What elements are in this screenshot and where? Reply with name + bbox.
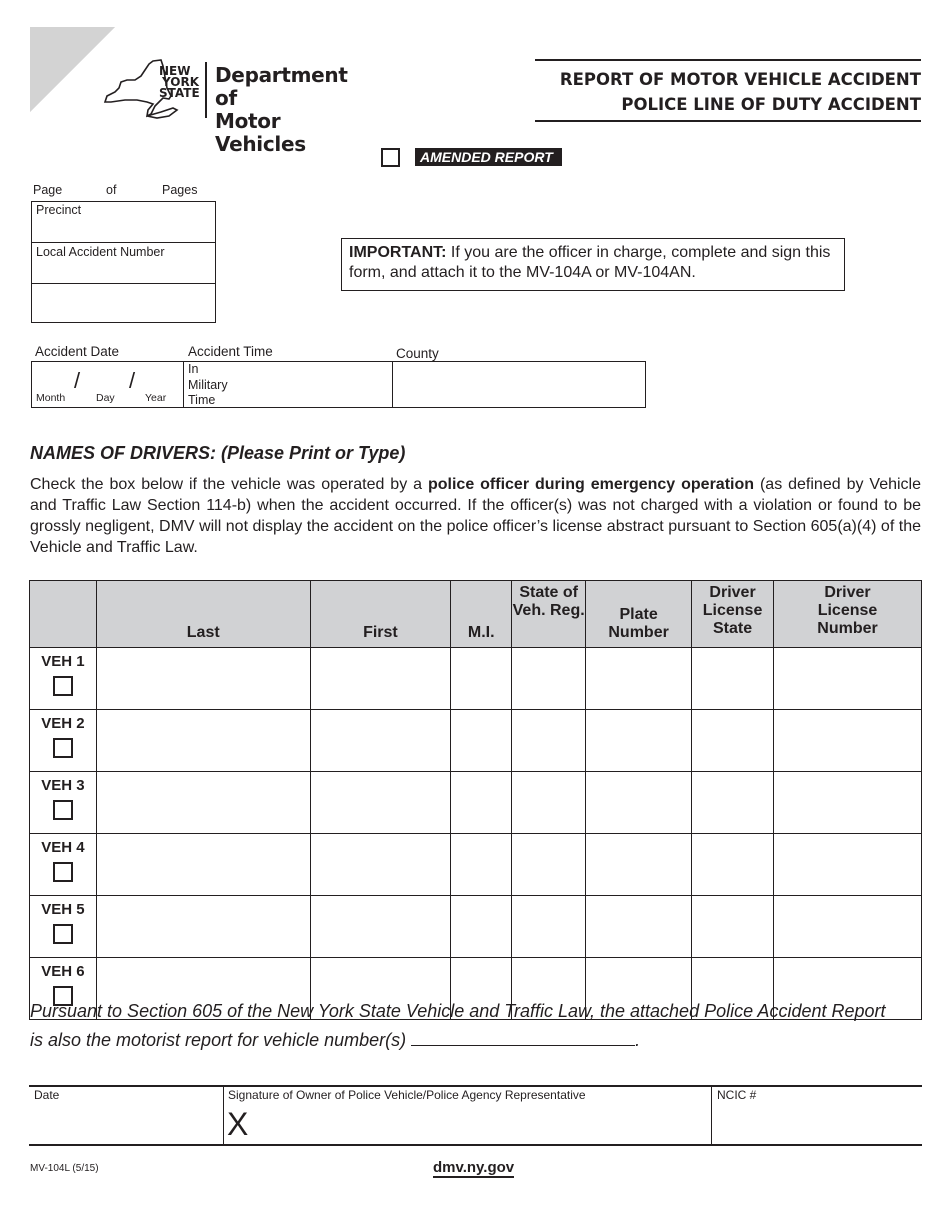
title-line-1: REPORT OF MOTOR VEHICLE ACCIDENT [559, 70, 921, 89]
amended-report-label: AMENDED REPORT [415, 148, 562, 166]
precinct-field[interactable] [33, 218, 213, 240]
brand-divider [205, 62, 207, 118]
website-link[interactable]: dmv.ny.gov [433, 1159, 515, 1176]
plate-number-cell[interactable] [586, 896, 692, 958]
brand-dept-line: Department of [215, 63, 348, 110]
middle-initial-cell[interactable] [451, 896, 512, 958]
divider [711, 1087, 712, 1144]
report-title [535, 59, 921, 122]
vehicle-label: VEH 3 [41, 777, 85, 794]
emergency-operation-checkbox[interactable] [53, 800, 73, 820]
table-row [30, 834, 922, 896]
date-separator: / [74, 368, 81, 393]
emergency-operation-checkbox[interactable] [53, 862, 73, 882]
state-of-reg-cell[interactable] [512, 834, 586, 896]
middle-initial-cell[interactable] [451, 710, 512, 772]
state-of-reg-cell[interactable] [512, 896, 586, 958]
month-label: Month [36, 392, 66, 404]
middle-initial-cell[interactable] [451, 834, 512, 896]
vehicle-cell [30, 772, 97, 834]
pursuant-line-2-text: is also the motorist report for vehicle number(s) [30, 1030, 407, 1050]
time-hint-line: Military [188, 377, 228, 392]
divider [392, 362, 393, 407]
last-name-cell[interactable] [96, 896, 310, 958]
pursuant-line-2 [30, 1026, 930, 1055]
middle-initial-cell[interactable] [451, 648, 512, 710]
form-id: MV-104L (5/15) [30, 1163, 99, 1174]
column-header: Driver License Number [774, 581, 922, 648]
plate-number-cell[interactable] [586, 834, 692, 896]
first-name-cell[interactable] [310, 834, 451, 896]
drivers-instructions [30, 474, 921, 558]
important-lead: IMPORTANT: [349, 244, 447, 261]
license-number-cell[interactable] [774, 834, 922, 896]
column-header: M.I. [451, 581, 512, 648]
page-of-label: of [106, 183, 117, 197]
pursuant-statement [30, 997, 930, 1055]
license-number-cell[interactable] [774, 772, 922, 834]
precinct-label: Precinct [36, 203, 82, 217]
license-state-cell[interactable] [692, 648, 774, 710]
important-text: If you are the officer in charge, complete and sign this form, and attach it to the MV-104A or MV-104AN. [349, 244, 831, 281]
day-label: Day [96, 392, 115, 404]
page-label: Page [33, 183, 63, 197]
vehicle-cell [30, 834, 97, 896]
column-header: Last [96, 581, 310, 648]
state-of-reg-cell[interactable] [512, 772, 586, 834]
local-accident-number-label: Local Accident Number [36, 245, 165, 259]
signature-field[interactable] [259, 1103, 707, 1141]
date-label: Date [34, 1088, 60, 1102]
drivers-table [29, 580, 922, 1020]
column-header: First [310, 581, 451, 648]
last-name-cell[interactable] [96, 772, 310, 834]
pursuant-line-1: Pursuant to Section 605 of the New York State Vehicle and Traffic Law, the attached Police Accident Report [30, 1001, 886, 1021]
license-number-cell[interactable] [774, 710, 922, 772]
pages-label: Pages [162, 183, 198, 197]
emergency-operation-checkbox[interactable] [53, 738, 73, 758]
brand-state-line: STATE [159, 86, 200, 100]
time-hint-line: Time [188, 393, 216, 407]
date-field[interactable] [31, 1103, 219, 1141]
vehicle-label: VEH 6 [41, 963, 85, 980]
vehicle-label: VEH 1 [41, 653, 85, 670]
vehicle-label: VEH 4 [41, 839, 85, 856]
first-name-cell[interactable] [310, 710, 451, 772]
local-accident-number-field[interactable] [33, 260, 213, 282]
signature-row [29, 1085, 922, 1146]
ncic-label: NCIC # [717, 1088, 757, 1102]
state-of-reg-cell[interactable] [512, 648, 586, 710]
column-header: State of Veh. Reg. [512, 581, 586, 648]
divider [223, 1087, 224, 1144]
license-state-cell[interactable] [692, 772, 774, 834]
vehicle-label: VEH 2 [41, 715, 85, 732]
license-state-cell[interactable] [692, 896, 774, 958]
column-header-veh [30, 581, 97, 648]
precinct-box-group [31, 201, 216, 323]
signature-label: Signature of Owner of Police Vehicle/Police Agency Representative [228, 1088, 586, 1102]
plate-number-cell[interactable] [586, 648, 692, 710]
date-separator: / [129, 368, 136, 393]
title-line-2: POLICE LINE OF DUTY ACCIDENT [621, 95, 921, 114]
plate-number-cell[interactable] [586, 710, 692, 772]
para-text: Check the box below if the vehicle was operated by a [30, 476, 428, 493]
dmv-logo [95, 52, 375, 156]
year-label: Year [145, 392, 167, 404]
column-header: Plate Number [586, 581, 692, 648]
brand-dept-block [215, 64, 375, 156]
table-row [30, 710, 922, 772]
amended-report-checkbox[interactable] [381, 148, 400, 167]
divider [183, 362, 184, 407]
brand-dept-line: Motor Vehicles [215, 109, 306, 156]
table-header-row [30, 581, 922, 648]
time-hint-line: In [188, 362, 199, 376]
ncic-field[interactable] [715, 1103, 915, 1141]
column-header: Driver License State [692, 581, 774, 648]
accident-date-label: Accident Date [35, 344, 120, 359]
para-bold: police officer during emergency operation [427, 476, 755, 493]
table-row [30, 772, 922, 834]
vehicle-numbers-field[interactable] [411, 1027, 635, 1046]
extra-field[interactable] [33, 285, 213, 321]
county-field[interactable] [395, 364, 643, 404]
first-name-cell[interactable] [310, 772, 451, 834]
brand-state-line: NEW [159, 64, 191, 78]
vehicle-cell [30, 710, 97, 772]
vehicle-cell [30, 896, 97, 958]
county-label: County [396, 346, 439, 361]
accident-date-field[interactable] [34, 363, 181, 391]
accident-info-box [31, 361, 646, 408]
plate-number-cell[interactable] [586, 772, 692, 834]
table-row [30, 896, 922, 958]
vehicle-label: VEH 5 [41, 901, 85, 918]
para-text: (as defined by Vehicle and Traffic Law Section 114-b) when the accident occurred. If the officer(s) was not charged with a violation or found to be grossly negligent, DMV will not display the accident on the police officer’s license abstract pursuant to Section 605(a)(4) of the Vehicle and Traffic Law. [30, 476, 921, 556]
accident-time-label: Accident Time [188, 344, 273, 359]
divider [32, 283, 215, 284]
pursuant-end: . [635, 1030, 641, 1050]
vehicle-cell [30, 648, 97, 710]
first-name-cell[interactable] [310, 896, 451, 958]
military-time-hint [188, 362, 228, 409]
divider [32, 242, 215, 243]
middle-initial-cell[interactable] [451, 772, 512, 834]
license-number-cell[interactable] [774, 648, 922, 710]
last-name-cell[interactable] [96, 648, 310, 710]
accident-time-field[interactable] [237, 364, 387, 404]
first-name-cell[interactable] [310, 648, 451, 710]
license-state-cell[interactable] [692, 834, 774, 896]
license-number-cell[interactable] [774, 896, 922, 958]
last-name-cell[interactable] [96, 834, 310, 896]
table-row [30, 648, 922, 710]
last-name-cell[interactable] [96, 710, 310, 772]
important-notice [341, 238, 845, 291]
state-of-reg-cell[interactable] [512, 710, 586, 772]
license-state-cell[interactable] [692, 710, 774, 772]
emergency-operation-checkbox[interactable] [53, 676, 73, 696]
brand-state-block [159, 66, 200, 99]
brand-state-line: YORK [162, 75, 200, 89]
emergency-operation-checkbox[interactable] [53, 924, 73, 944]
drivers-heading: NAMES OF DRIVERS: (Please Print or Type) [30, 443, 406, 463]
signature-x-mark: X [227, 1106, 249, 1142]
